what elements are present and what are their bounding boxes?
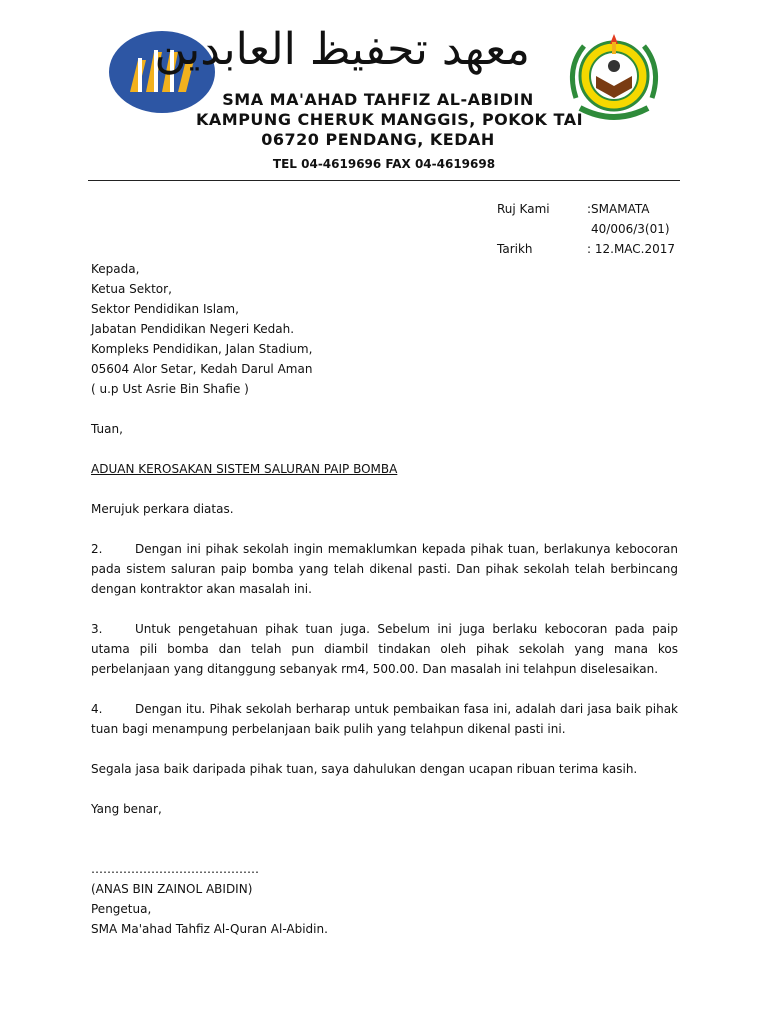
contact-line: TEL 04-4619696 FAX 04-4619698 — [272, 157, 496, 171]
date-label: Tarikh — [497, 242, 533, 256]
arabic-school-name: معهد تحفيظ العابدين — [154, 24, 530, 75]
school-crest-icon — [562, 28, 666, 128]
paragraph-4 — [91, 699, 678, 739]
recipient-line: Jabatan Pendidikan Negeri Kedah. — [91, 322, 295, 336]
reference-value-1: :SMAMATA — [587, 202, 650, 216]
recipient-line: 05604 Alor Setar, Kedah Darul Aman — [91, 362, 313, 376]
paragraph-text: Untuk pengetahuan pihak tuan juga. Sebelum ini juga berlaku kebocoran pada paip utama pili bomba dan telah pun diambil tindakan oleh pihak sekolah yang mana kos perbelanjaan yang ditanggung sebanyak rm4, 500.00. Dan masalah ini telahpun diselesaikan. — [91, 622, 678, 676]
paragraph-number: 4. — [91, 702, 103, 716]
paragraph-text: Dengan ini pihak sekolah ingin memaklumkan kepada pihak tuan, berlakunya kebocoran pada sistem saluran paip bomba yang telah dikenal pasti. Dan pihak sekolah telah berbincang dengan kontraktor akan masalah ini. — [91, 542, 678, 596]
recipient-line: Kepada, — [91, 262, 140, 276]
paragraph-3 — [91, 619, 678, 679]
school-name: SMA MA'AHAD TAHFIZ AL-ABIDIN — [222, 90, 534, 109]
signatory-title: Pengetua, — [91, 902, 152, 916]
paragraph-2 — [91, 539, 678, 599]
signature-dots: …………………………………… — [91, 862, 259, 876]
signatory-organization: SMA Ma'ahad Tahfiz Al-Quran Al-Abidin. — [91, 922, 328, 936]
recipient-line: ( u.p Ust Asrie Bin Shafie ) — [91, 382, 249, 396]
valediction: Yang benar, — [91, 802, 162, 816]
reference-label: Ruj Kami — [497, 202, 550, 216]
closing-line: Segala jasa baik daripada pihak tuan, saya dahulukan dengan ucapan ribuan terima kasih. — [91, 762, 638, 776]
signatory-name: (ANAS BIN ZAINOL ABIDIN) — [91, 882, 253, 896]
paragraph-text: Dengan itu. Pihak sekolah berharap untuk pembaikan fasa ini, adalah dari jasa baik pihak tuan bagi menampung perbelanjaan baik pulih yang telahpun dikenal pasti ini. — [91, 702, 678, 736]
school-address-line-2: 06720 PENDANG, KEDAH — [261, 130, 495, 149]
salutation: Tuan, — [91, 422, 123, 436]
letter-subject: ADUAN KEROSAKAN SISTEM SALURAN PAIP BOMBA — [91, 462, 398, 476]
intro-line: Merujuk perkara diatas. — [91, 502, 234, 516]
recipient-line: Sektor Pendidikan Islam, — [91, 302, 239, 316]
reference-value-2: 40/006/3(01) — [591, 222, 670, 236]
recipient-line: Ketua Sektor, — [91, 282, 172, 296]
recipient-line: Kompleks Pendidikan, Jalan Stadium, — [91, 342, 313, 356]
school-address-line-1: KAMPUNG CHERUK MANGGIS, POKOK TAI — [196, 110, 584, 129]
paragraph-number: 3. — [91, 622, 103, 636]
paragraph-number: 2. — [91, 542, 103, 556]
date-value: : 12.MAC.2017 — [587, 242, 676, 256]
header-divider — [88, 180, 680, 181]
